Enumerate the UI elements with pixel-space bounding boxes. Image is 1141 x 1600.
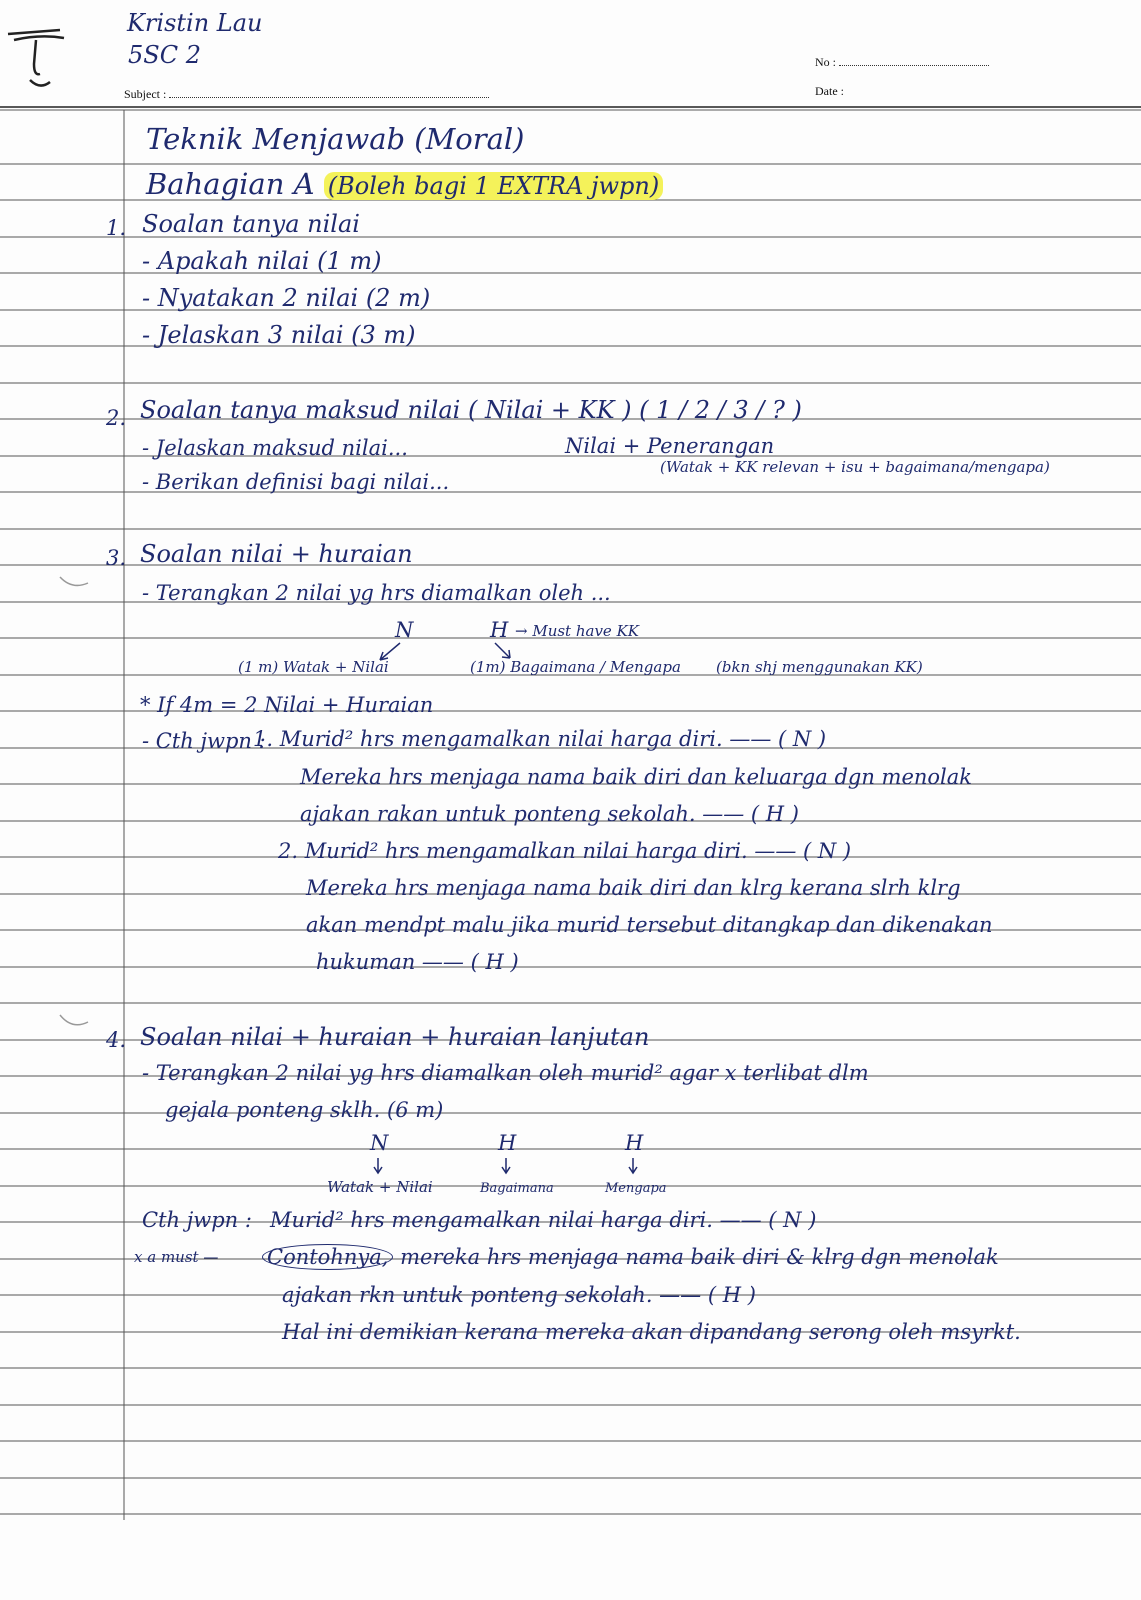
q4-example-d: Hal ini demikian kerana mereka akan dipandang serong oleh msyrkt. [282, 1320, 1021, 1344]
q3-example-2d: hukuman —— ( H ) [316, 950, 519, 974]
q3-example-1c: ajakan rakan untuk ponteng sekolah. —— ( H ) [300, 802, 799, 826]
q2-number: 2. [106, 406, 127, 430]
q3-h-marker: H [490, 618, 509, 642]
q3-number: 3. [106, 546, 127, 570]
q1-line-3: - Jelaskan 3 nilai (3 m) [142, 321, 416, 349]
q2-line-2: - Berikan definisi bagi nilai... [142, 470, 450, 494]
q3-n-label: (1 m) Watak + Nilai [238, 658, 389, 676]
q1-number: 1. [106, 216, 127, 240]
q4-heading: Soalan nilai + huraian + huraian lanjutan [140, 1023, 650, 1051]
q4-n-label: Watak + Nilai [327, 1178, 433, 1196]
date-label: Date : [815, 84, 844, 98]
section-note: (Boleh bagi 1 EXTRA jwpn) [324, 172, 663, 200]
section-label: Bahagian A [146, 167, 315, 201]
q3-must-note: → Must have KK [515, 622, 639, 640]
q4-must-note: x a must — [134, 1248, 219, 1266]
q3-example-label: - Cth jwpn : [142, 729, 266, 753]
q4-example-c: ajakan rkn untuk ponteng sekolah. —— ( H ) [282, 1283, 756, 1307]
q3-example-1a: 1. Murid² hrs mengamalkan nilai harga diri. —— ( N ) [253, 727, 827, 751]
q3-line-1: - Terangkan 2 nilai yg hrs diamalkan oleh ... [142, 581, 611, 605]
q4-h2-marker: H [625, 1131, 644, 1155]
q4-example-b-row [262, 1247, 999, 1268]
no-label: No : [815, 55, 836, 69]
q3-n-marker: N [395, 618, 414, 642]
q4-example-label: Cth jwpn : [142, 1208, 252, 1232]
q2-formula-note: (Watak + KK relevan + isu + bagaimana/mengapa) [660, 458, 1050, 476]
q4-line-1: - Terangkan 2 nilai yg hrs diamalkan oleh murid² agar x terlibat dlm [142, 1061, 869, 1085]
q4-number: 4. [106, 1028, 127, 1052]
q3-star-note: * If 4m = 2 Nilai + Huraian [140, 693, 434, 717]
q3-example-1b: Mereka hrs menjaga nama baik diri dan keluarga dgn menolak [300, 765, 972, 789]
q4-circled-word: Contohnya, [262, 1244, 393, 1270]
student-class: 5SC 2 [128, 41, 201, 69]
student-name: Kristin Lau [127, 9, 263, 37]
q2-line-1: - Jelaskan maksud nilai... [142, 436, 408, 460]
q3-h-note: (bkn shj menggunakan KK) [716, 658, 923, 676]
q1-line-1: - Apakah nilai (1 m) [142, 247, 382, 275]
q3-heading: Soalan nilai + huraian [140, 540, 413, 568]
q4-h1-label: Bagaimana [480, 1181, 554, 1196]
q4-example-a: Murid² hrs mengamalkan nilai harga diri. —— ( N ) [270, 1208, 817, 1232]
q3-example-2a: 2. Murid² hrs mengamalkan nilai harga diri. —— ( N ) [278, 839, 852, 863]
subject-label: Subject : [124, 87, 167, 101]
q4-h2-label: Mengapa [605, 1181, 667, 1196]
q4-example-b: mereka hrs menjaga nama baik diri & klrg dgn menolak [400, 1245, 999, 1269]
q3-h-label: (1m) Bagaimana / Mengapa [470, 658, 681, 676]
q4-n-marker: N [370, 1131, 389, 1155]
page-title: Teknik Menjawab (Moral) [146, 122, 525, 156]
q4-h1-marker: H [498, 1131, 517, 1155]
q1-line-2: - Nyatakan 2 nilai (2 m) [142, 284, 431, 312]
q2-heading: Soalan tanya maksud nilai ( Nilai + KK ) ( 1 / 2 / 3 / ? ) [140, 396, 802, 424]
q3-example-2c: akan mendpt malu jika murid tersebut ditangkap dan dikenakan [306, 913, 993, 937]
q4-line-2: gejala ponteng sklh. (6 m) [165, 1098, 444, 1122]
q2-formula: Nilai + Penerangan [565, 434, 775, 458]
q1-heading: Soalan tanya nilai [142, 210, 360, 238]
q3-example-2b: Mereka hrs menjaga nama baik diri dan klrg kerana slrh klrg [306, 876, 961, 900]
